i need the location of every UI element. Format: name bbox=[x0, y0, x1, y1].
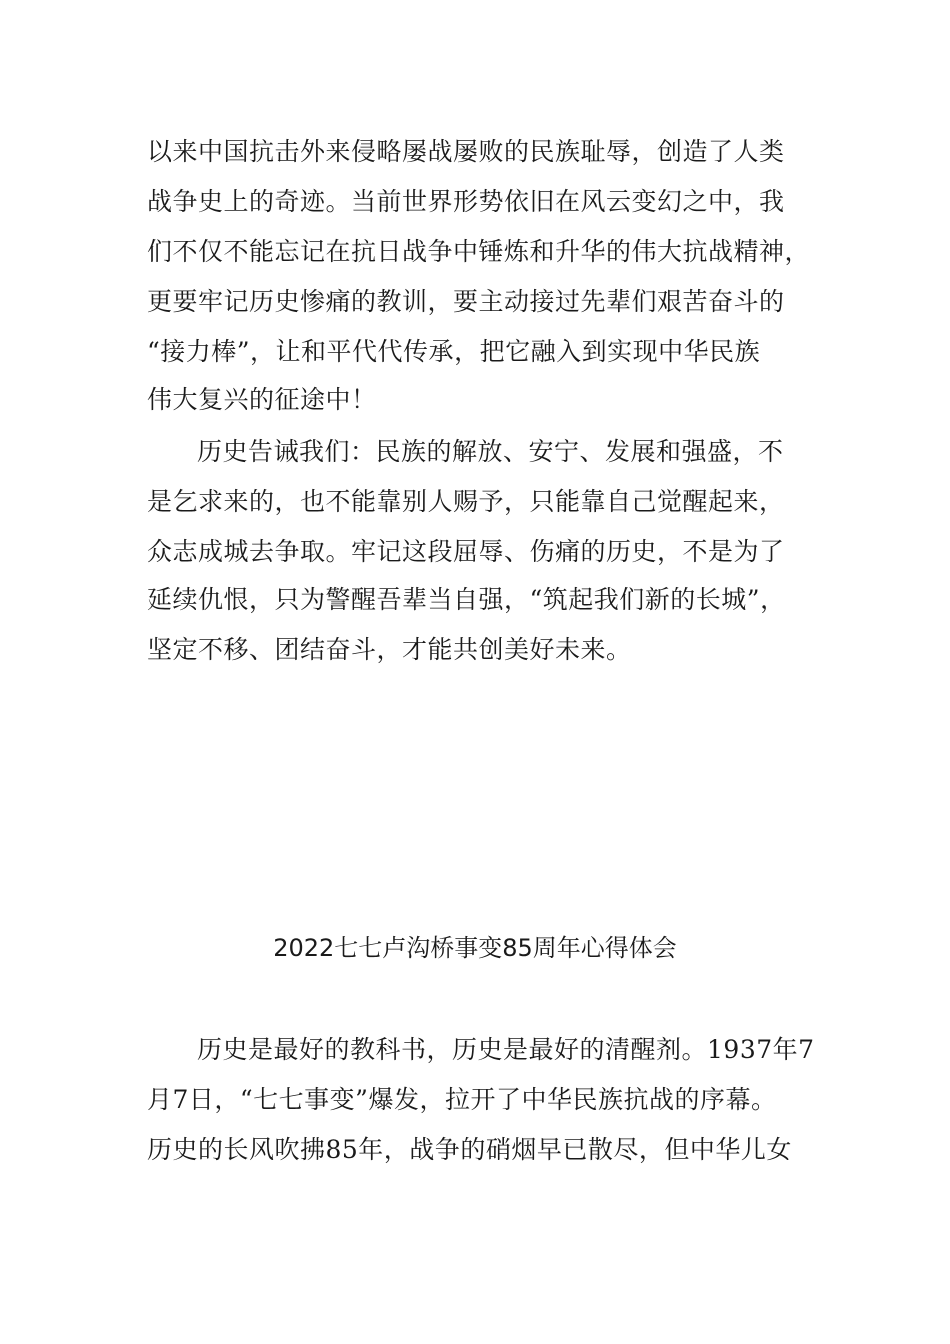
paragraph-line: 延续仇恨，只为警醒吾辈当自强，“筑起我们新的长城”， bbox=[147, 585, 786, 614]
paragraph-line: 是乞求来的，也不能靠别人赐予，只能靠自己觉醒起来， bbox=[147, 487, 785, 516]
paragraph-line: 坚定不移、团结奋斗，才能共创美好未来。 bbox=[147, 635, 632, 664]
paragraph-line: 更要牢记历史惨痛的教训，要主动接过先辈们艰苦奋斗的 bbox=[147, 287, 785, 316]
paragraph-line: 历史是最好的教科书，历史是最好的清醒剂。1937年7 bbox=[197, 1035, 815, 1064]
paragraph-line: 历史的长风吹拂85年，战争的硝烟早已散尽，但中华儿女 bbox=[147, 1135, 792, 1164]
paragraph-line: 们不仅不能忘记在抗日战争中锤炼和升华的伟大抗战精神， bbox=[147, 237, 811, 266]
paragraph-line: 以来中国抗击外来侵略屡战屡败的民族耻辱，创造了人类 bbox=[147, 137, 785, 166]
paragraph-line: 月7日，“七七事变”爆发，拉开了中华民族抗战的序幕。 bbox=[147, 1085, 777, 1114]
paragraph-line: 战争史上的奇迹。当前世界形势依旧在风云变幻之中，我 bbox=[147, 187, 785, 216]
section-title: 2022七七卢沟桥事变85周年心得体会 bbox=[273, 934, 677, 962]
paragraph-line: 伟大复兴的征途中！ bbox=[147, 385, 377, 414]
paragraph-line: 历史告诫我们：民族的解放、安宁、发展和强盛，不 bbox=[197, 437, 784, 466]
paragraph-line: “接力棒”，让和平代代传承，把它融入到实现中华民族 bbox=[147, 337, 761, 366]
paragraph-line: 众志成城去争取。牢记这段屈辱、伤痛的历史，不是为了 bbox=[147, 537, 785, 566]
